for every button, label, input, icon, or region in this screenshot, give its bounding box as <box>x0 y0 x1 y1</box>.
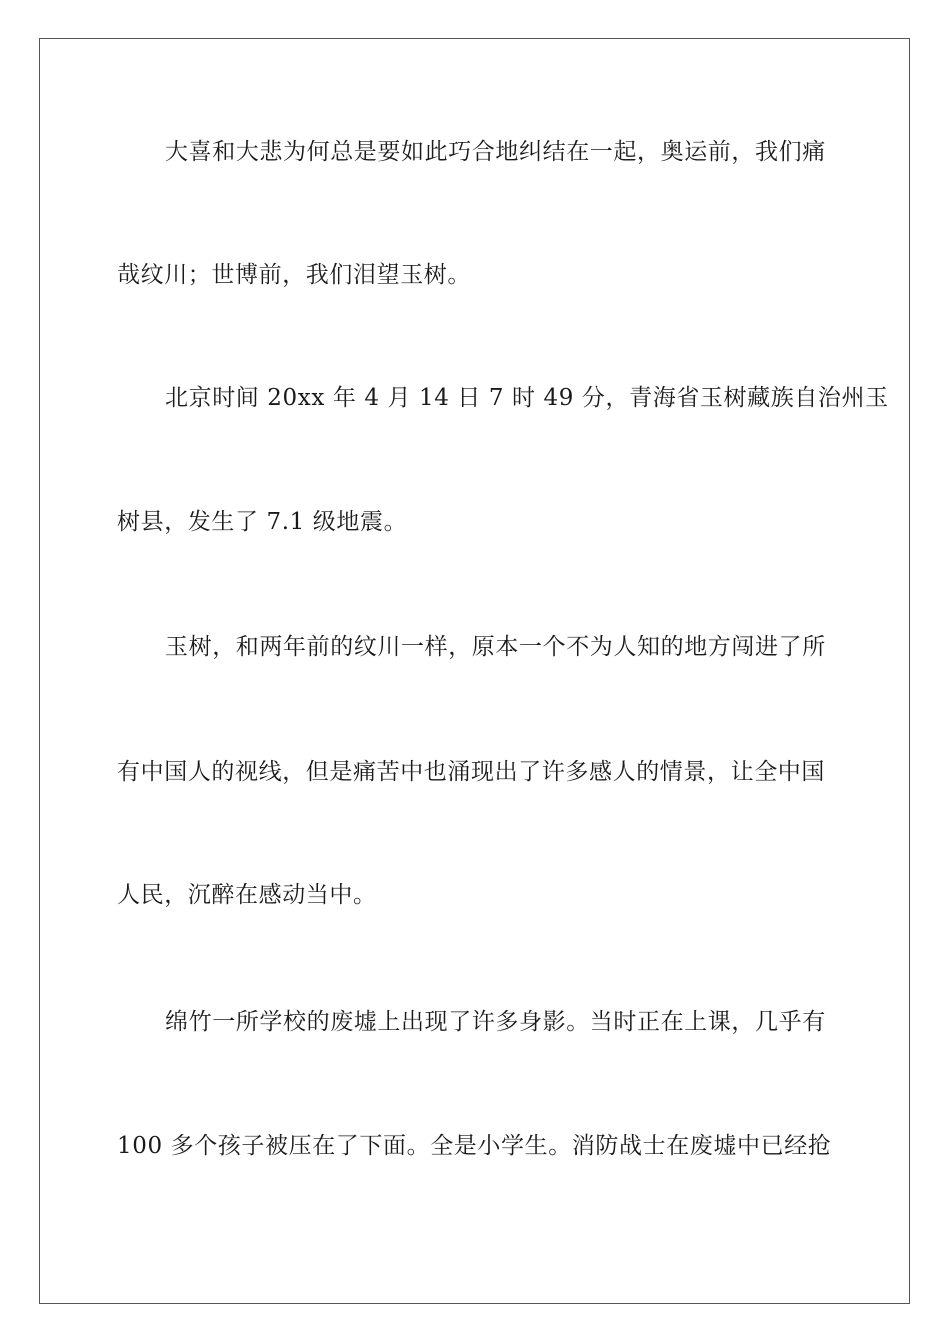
paragraph-3-line-1: 玉树，和两年前的纹川一样，原本一个不为人知的地方闯进了所 <box>165 634 826 660</box>
paragraph-2-line-2: 树县，发生了 7.1 级地震。 <box>117 509 408 535</box>
paragraph-4-line-1: 绵竹一所学校的废墟上出现了许多身影。当时正在上课，几乎有 <box>165 1009 826 1035</box>
paragraph-3-line-2: 有中国人的视线，但是痛苦中也涌现出了许多感人的情景，让全中国 <box>117 759 825 785</box>
paragraph-4-line-2: 100 多个孩子被压在了下面。全是小学生。消防战士在废墟中已经抢 <box>117 1133 832 1159</box>
page-border <box>39 38 910 1304</box>
paragraph-1-line-1: 大喜和大悲为何总是要如此巧合地纠结在一起，奥运前，我们痛 <box>165 139 826 165</box>
paragraph-1-line-2: 哉纹川；世博前，我们泪望玉树。 <box>117 262 471 288</box>
paragraph-3-line-3: 人民，沉醉在感动当中。 <box>117 882 377 908</box>
paragraph-2-line-1: 北京时间 20xx 年 4 月 14 日 7 时 49 分，青海省玉树藏族自治州玉 <box>165 385 889 411</box>
